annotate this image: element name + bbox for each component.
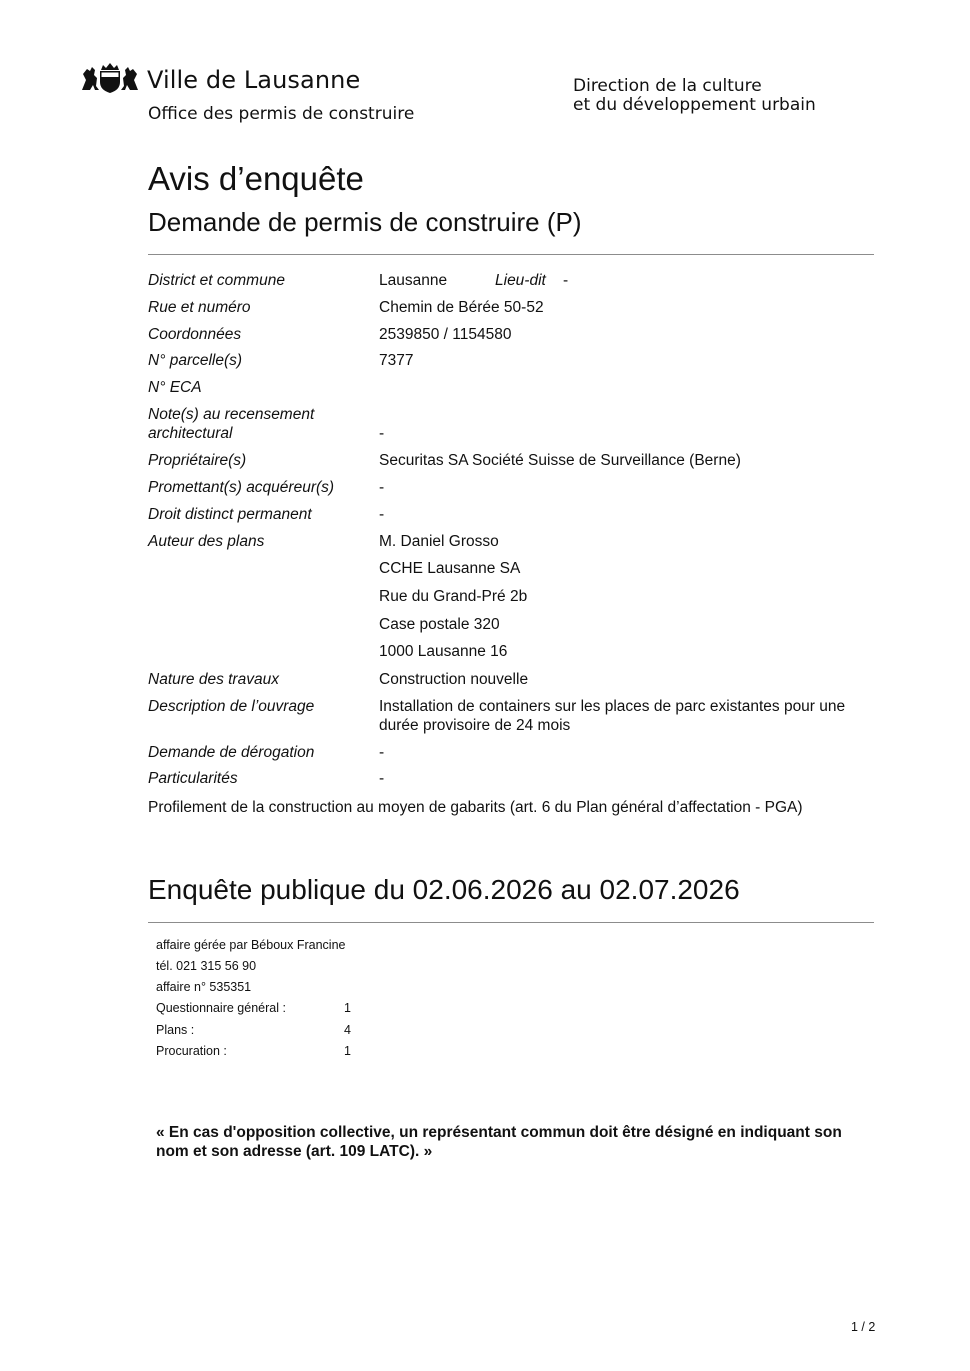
- eca-label: N° ECA: [148, 379, 202, 396]
- page-subtitle: Demande de permis de construire (P): [148, 207, 582, 237]
- promettant-label: Promettant(s) acquéreur(s): [148, 479, 335, 496]
- particularites-label: Particularités: [148, 770, 238, 787]
- note-label-line1: Note(s) au recensement: [148, 406, 315, 423]
- derogation-value: -: [379, 744, 385, 761]
- enquete-divider: [148, 922, 874, 923]
- nature-label: Nature des travaux: [148, 671, 279, 688]
- enquete-title: Enquête publique du 02.06.2026 au 02.07.2026: [148, 874, 740, 905]
- droit-value: -: [379, 506, 385, 523]
- droit-label: Droit distinct permanent: [148, 506, 312, 523]
- affaire-geree: affaire gérée par Béboux Francine: [156, 938, 346, 952]
- affaire-tel: tél. 021 315 56 90: [156, 959, 257, 973]
- auteur-company: CCHE Lausanne SA: [379, 560, 521, 577]
- parcelle-value: 7377: [379, 352, 414, 369]
- opposition-note: « En cas d'opposition collective, un représentant commun doit être désigné en indiquant son nom et son adresse (art. 109 LATC). »: [156, 1124, 842, 1160]
- particularites-value: -: [379, 770, 385, 787]
- promettant-value: -: [379, 479, 385, 496]
- note-value: -: [379, 425, 385, 442]
- office-name: Office des permis de construire: [148, 104, 415, 124]
- derogation-label: Demande de dérogation: [148, 744, 315, 761]
- direction-name-line2: et du développement urbain: [573, 95, 816, 115]
- district-label: District et commune: [148, 272, 285, 289]
- nature-value: Construction nouvelle: [379, 671, 529, 688]
- city-name: Ville de Lausanne: [147, 66, 361, 94]
- page-indicator: 1 / 2: [851, 1320, 876, 1334]
- plans-label: Plans :: [156, 1023, 195, 1037]
- lausanne-coat-of-arms-logo: [80, 62, 140, 94]
- questionnaire-value: 1: [344, 1001, 351, 1015]
- rue-label: Rue et numéro: [148, 299, 251, 316]
- district-value: Lausanne: [379, 272, 448, 289]
- auteur-name: M. Daniel Grosso: [379, 533, 499, 550]
- lieudit-label: Lieu-dit: [495, 272, 546, 289]
- affaire-numero: affaire n° 535351: [156, 980, 252, 994]
- coord-label: Coordonnées: [148, 326, 242, 343]
- note-label-line2: architectural: [148, 425, 233, 442]
- proprietaire-value: Securitas SA Société Suisse de Surveillance (Berne): [379, 452, 741, 469]
- auteur-label: Auteur des plans: [148, 533, 265, 550]
- questionnaire-label: Questionnaire général :: [156, 1001, 286, 1015]
- auteur-street: Rue du Grand-Pré 2b: [379, 588, 528, 605]
- procuration-value: 1: [344, 1044, 351, 1058]
- parcelle-label: N° parcelle(s): [148, 352, 243, 369]
- auteur-city: 1000 Lausanne 16: [379, 643, 508, 660]
- lieudit-value: -: [563, 272, 569, 289]
- description-label: Description de l’ouvrage: [148, 698, 315, 715]
- title-divider: [148, 254, 874, 255]
- page-title: Avis d’enquête: [148, 160, 364, 197]
- procuration-label: Procuration :: [156, 1044, 227, 1058]
- direction-name-line1: Direction de la culture: [573, 76, 762, 96]
- coord-value: 2539850 / 1154580: [379, 326, 512, 343]
- rue-value: Chemin de Bérée 50-52: [379, 299, 544, 316]
- plans-value: 4: [344, 1023, 351, 1037]
- description-value: Installation de containers sur les places de parc existantes pour une durée provisoire de 24 mois: [379, 698, 846, 734]
- profilement-text: Profilement de la construction au moyen de gabarits (art. 6 du Plan général d’affectation - PGA): [148, 799, 803, 816]
- auteur-po-box: Case postale 320: [379, 616, 500, 633]
- proprietaire-label: Propriétaire(s): [148, 452, 247, 469]
